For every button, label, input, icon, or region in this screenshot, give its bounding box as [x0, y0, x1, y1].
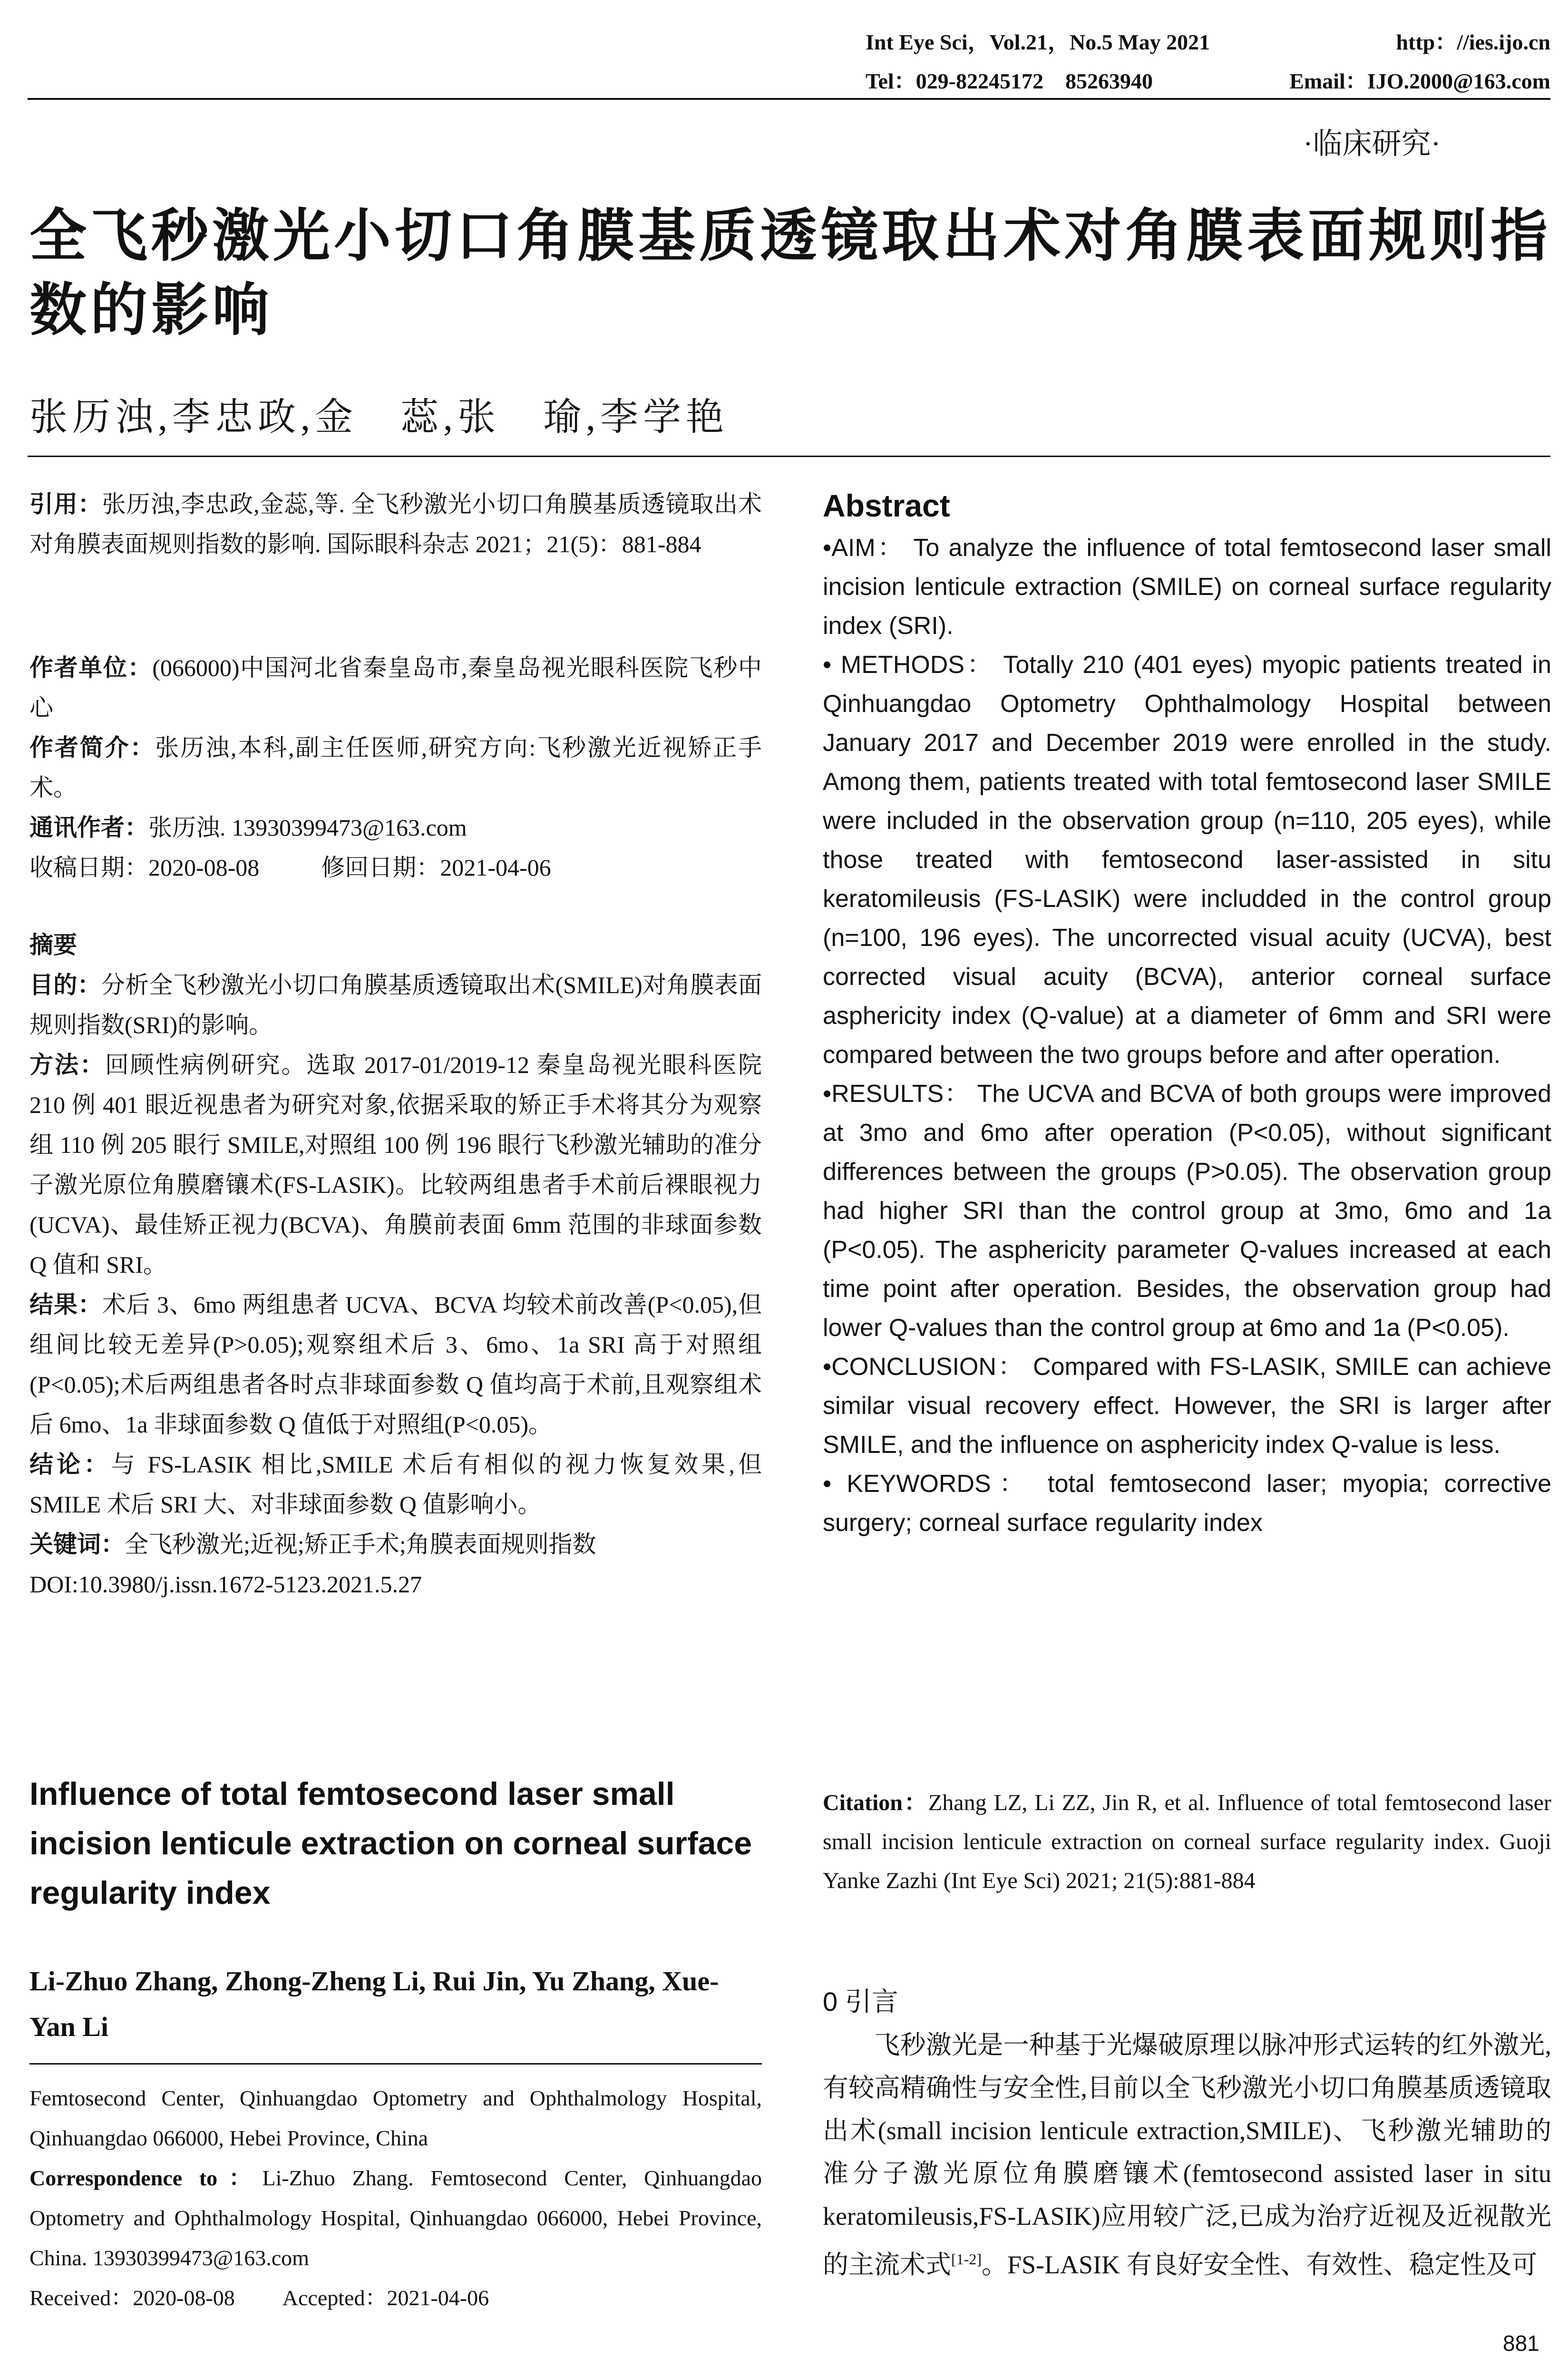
- journal-header-line2: [866, 64, 1550, 95]
- intro-text-continued: 。FS-LASIK 有良好安全性、有效性、稳定性及可: [981, 2250, 1538, 2279]
- citation-cn: [29, 484, 762, 564]
- abstract-cn: [29, 925, 762, 1604]
- citation-en-label: Citation：: [823, 1790, 928, 1815]
- journal-header-line1: [866, 25, 1550, 56]
- intro-text: 飞秒激光是一种基于光爆破原理以脉冲形式运转的红外激光,有较高精确性与安全性,目前以全飞秒激光小切口角膜基质透镜取出术(small incision lenticule extraction,SMILE)、飞秒激光辅助的准分子激光原位角膜磨镶术(femtosecond assisted laser in situ keratomileusis,FS-LASIK)应用较广泛,已成为治疗近视及近视散光的主流术式: [823, 2031, 1551, 2279]
- revised-date: 修回日期：2021-04-06: [321, 854, 551, 881]
- abstract-cn-results: 结果：术后 3、6mo 两组患者 UCVA、BCVA 均较术前改善(P<0.05),但组间比较无差异(P>0.05);观察组术后 3、6mo、1a SRI 高于对照组(P<0.05);术后两组患者各时点非球面参数 Q 值均高于术前,且观察组术后 6mo、1a 非球面参数 Q 值低于对照组(P<0.05)。: [29, 1291, 762, 1438]
- author-bio: 作者简介：张历浊,本科,副主任医师,研究方向:飞秒激光近视矫正手术。: [29, 734, 762, 801]
- abstract-cn-conclusion: 结论：与 FS-LASIK 相比,SMILE 术后有相似的视力恢复效果,但 SMILE 术后 SRI 大、对非球面参数 Q 值影响小。: [29, 1451, 762, 1518]
- english-affiliation: Femtosecond Center, Qinhuangdao Optometry and Ophthalmology Hospital, Qinhuangdao 066000, Hebei Province, China: [29, 2086, 762, 2150]
- abstract-en-conclusion: •CONCLUSION： Compared with FS-LASIK, SMILE can achieve similar visual recovery effect. However, the SRI is larger after SMILE, and the influence on asphericity index Q-value is less.: [823, 1353, 1551, 1459]
- abstract-en-methods: • METHODS： Totally 210 (401 eyes) myopic patients treated in Qinhuangdao Optometry Ophthalmology Hospital between January 2017 and December 2019 were enrolled in the study. Among them, patients treated with total femtosecond laser SMILE were included in the observation group (n=110, 205 eyes), while those treated with femtosecond laser-assisted in situ keratomileusis (FS-LASIK) were includded in the control group (n=100, 196 eyes). The uncorrected visual acuity (UCVA), best corrected visual acuity (BCVA), anterior corneal surface asphericity index (Q-value) at a diameter of 6mm and SRI were compared between the two groups before and after operation.: [823, 651, 1552, 1069]
- abstract-en-aim: •AIM： To analyze the influence of total femtosecond laser small incision lenticule extraction (SMILE) on corneal surface regularity index (SRI).: [823, 534, 1552, 640]
- intro-body: [823, 2024, 1551, 2286]
- journal-url[interactable]: http：//ies.ijo.cn: [1396, 30, 1550, 54]
- abstract-en: [823, 483, 1551, 1542]
- english-dates: [29, 2278, 762, 2318]
- abstract-en-heading: Abstract: [823, 488, 950, 523]
- english-title: Influence of total femtosecond laser small incision lenticule extraction on corneal surface regularity index: [29, 1776, 752, 1911]
- dates: [29, 848, 762, 887]
- citation-en: [823, 1783, 1551, 1900]
- intro-ref[interactable]: [1-2]: [951, 2250, 982, 2268]
- english-accepted: Accepted：2021-04-06: [282, 2286, 489, 2310]
- intro-heading: 0 引言: [823, 1987, 898, 2017]
- title-divider: [28, 456, 1550, 457]
- citation-text: 张历浊,李忠政,金蕊,等. 全飞秒激光小切口角膜基质透镜取出术对角膜表面规则指数的影响. 国际眼科杂志 2021；21(5)：881-884: [29, 491, 762, 557]
- english-affiliation-block: [29, 2078, 762, 2318]
- abstract-cn-keywords: 关键词：全飞秒激光;近视;矫正手术;角膜表面规则指数: [29, 1531, 596, 1558]
- english-divider: [29, 2063, 762, 2065]
- article-title: 全飞秒激光小切口角膜基质透镜取出术对角膜表面规则指数的影响: [29, 204, 1551, 342]
- journal-info: Int Eye Sci，Vol.21，No.5 May 2021: [866, 30, 1210, 54]
- received-date: 收稿日期：2020-08-08: [29, 854, 260, 881]
- english-correspondence: Correspondence to：Li-Zhuo Zhang. Femtosecond Center, Qinhuangdao Optometry and Ophthalmology Hospital, Qinhuangdao 066000, Hebei Province, China. 13930399473@163.com: [29, 2166, 762, 2270]
- abstract-en-keywords: • KEYWORDS： total femtosecond laser; myopia; corrective surgery; corneal surface regularity index: [823, 1470, 1552, 1537]
- corresponding-author: 通讯作者：张历浊. 13930399473@163.com: [29, 814, 467, 841]
- section-tag: ·临床研究·: [1303, 128, 1441, 160]
- abstract-cn-aim: 目的：分析全飞秒激光小切口角膜基质透镜取出术(SMILE)对角膜表面规则指数(SRI)的影响。: [29, 972, 762, 1038]
- abstract-en-results: •RESULTS： The UCVA and BCVA of both groups were improved at 3mo and 6mo after operation (P<0.05), without significant differences between the groups (P>0.05). The observation group had higher SRI than the control group at 3mo, 6mo and 1a (P<0.05). The asphericity parameter Q-values increased at each time point after operation. Besides, the observation group had lower Q-values than the control group at 6mo and 1a (P<0.05).: [823, 1080, 1551, 1342]
- abstract-cn-methods: 方法：回顾性病例研究。选取 2017-01/2019-12 秦皇岛视光眼科医院 210 例 401 眼近视患者为研究对象,依据采取的矫正手术将其分为观察组 110 例 205 眼行 SMILE,对照组 100 例 196 眼行飞秒激光辅助的准分子激光原位角膜磨镶术(FS-LASIK)。比较两组患者手术前后裸眼视力(UCVA)、最佳矫正视力(BCVA)、角膜前表面 6mm 范围的非球面参数 Q 值和 SRI。: [29, 1052, 762, 1278]
- page-number: 881: [1503, 2331, 1539, 2356]
- doi[interactable]: DOI:10.3980/j.issn.1672-5123.2021.5.27: [29, 1571, 422, 1598]
- author-unit: 作者单位：(066000)中国河北省秦皇岛市,秦皇岛视光眼科医院飞秒中心: [29, 654, 762, 721]
- english-authors: Li-Zhuo Zhang, Zhong-Zheng Li, Rui Jin, Yu Zhang, Xue-Yan Li: [29, 1966, 719, 2042]
- journal-email[interactable]: Email：IJO.2000@163.com: [1289, 69, 1550, 93]
- citation-label: 引用：: [29, 491, 102, 517]
- header-divider: [28, 98, 1550, 100]
- english-received: Received：2020-08-08: [29, 2286, 235, 2310]
- abstract-cn-heading: 摘要: [29, 932, 77, 958]
- citation-en-text: Zhang LZ, Li ZZ, Jin R, et al. Influence of total femtosecond laser small incision lenticule extraction on corneal surface regularity index. Guoji Yanke Zazhi (Int Eye Sci) 2021; 21(5):881-884: [823, 1790, 1551, 1893]
- author-info: [29, 648, 762, 887]
- article-authors: 张历浊,李忠政,金 蕊,张 瑜,李学艳: [29, 397, 729, 438]
- journal-tel: Tel：029-82245172 85263940: [866, 69, 1153, 93]
